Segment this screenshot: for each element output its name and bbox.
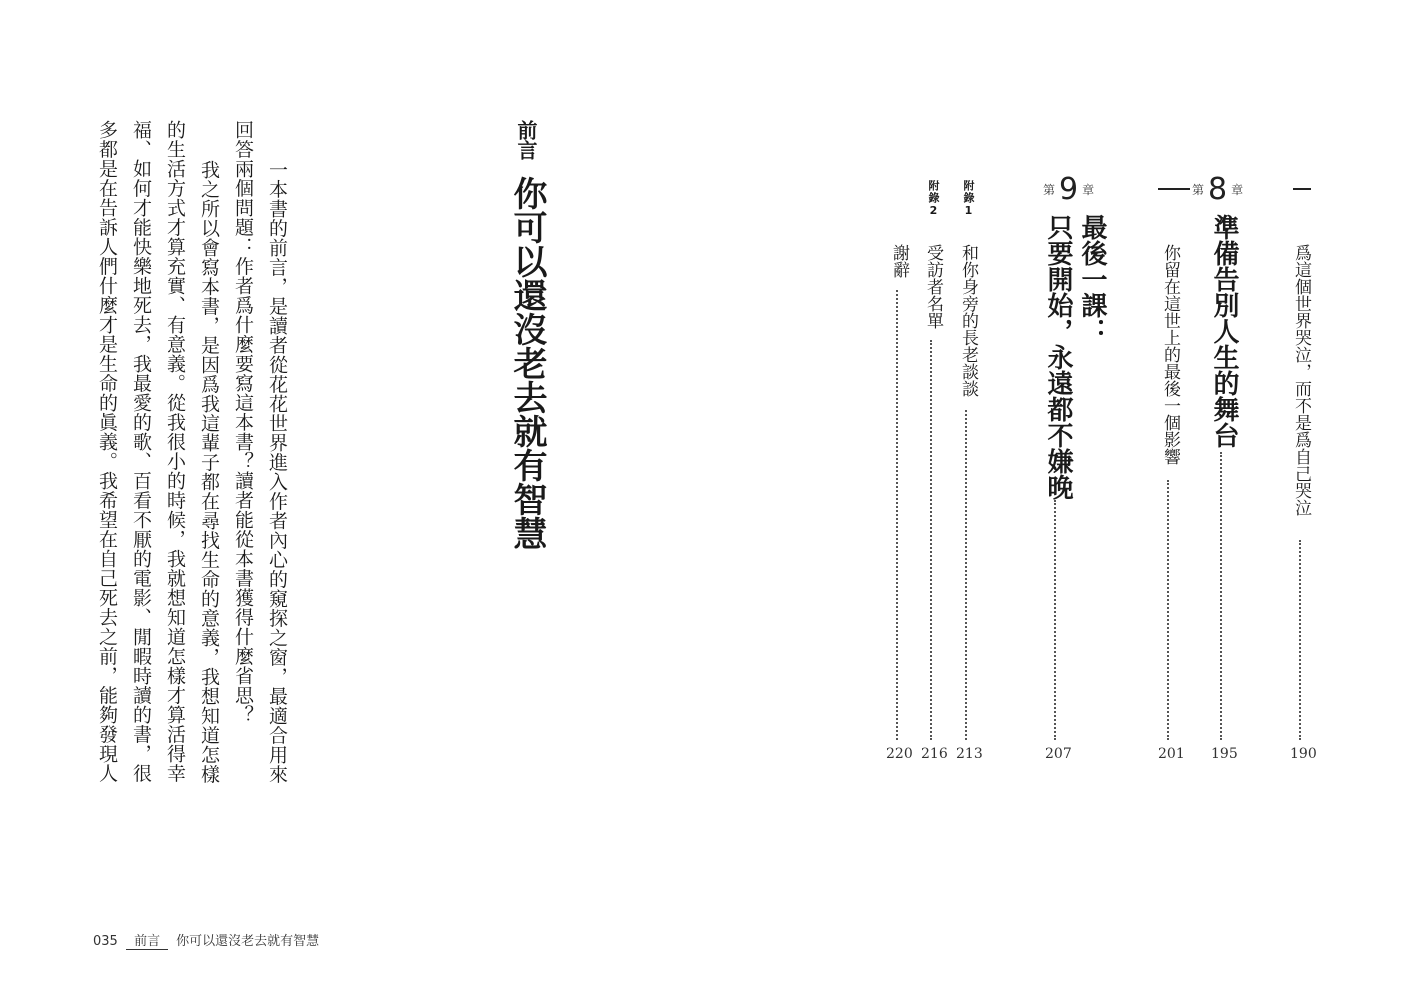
preface-paragraph-line: 的生活方式才算充實、有意義。從我很小的時候，我就想知道怎樣才算活得幸 [164,120,186,783]
preface-label: 前言 [514,120,538,160]
toc-leader [1054,500,1056,740]
toc-entry-190-title: 爲這個世界哭泣，而不是爲自己哭泣 [1291,244,1311,516]
chapter-number: 9 [1059,172,1079,207]
appendix-1-title: 和你身旁的長老談談 [958,244,978,397]
appendix-2-label: 附錄2 [927,180,940,218]
preface-paragraph-line: 我之所以會寫本書，是因爲我這輩子都在尋找生命的意義，我想知道怎樣 [198,160,220,784]
toc-leader [930,340,932,740]
toc-page-216: 216 [921,746,948,762]
footer-section: 前言 [126,934,168,950]
toc-leader [1299,540,1301,740]
chapter-number: 8 [1208,172,1228,207]
chapter-8-header [1192,172,1243,207]
appendix-2-title: 受訪者名單 [923,244,943,329]
page-footer [93,930,327,949]
chapter-9-title-line1: 最後一課： [1077,214,1107,344]
chapter-word: 第 [1192,183,1205,197]
preface-paragraph-line: 回答兩個問題：作者爲什麼要寫這本書？讀者能從本書獲得什麼省思？ [232,120,254,725]
toc-page-201: 201 [1158,746,1185,762]
toc-leader [1220,452,1222,740]
footer-page-number: 035 [93,934,118,949]
preface-paragraph-line: 一本書的前言，是讀者從花花世界進入作者內心的窺探之窗，最適合用來 [266,160,288,784]
preface-title: 你可以還沒老去就有智慧 [507,176,547,550]
chapter-9-title-line2: 只要開始，永遠都不嫌晚 [1043,214,1073,500]
appendix-1-label: 附錄1 [962,180,975,218]
toc-page-190: 190 [1290,746,1317,762]
chapter-9-header [1043,172,1094,207]
toc-page-207: 207 [1045,746,1072,762]
preface-paragraph-line: 多都是在告訴人們什麼才是生命的眞義。我希望在自己死去之前，能夠發現人 [96,120,118,783]
toc-page-220: 220 [886,746,913,762]
chapter-8-title: 準備告別人生的舞台 [1209,214,1239,448]
toc-leader [1167,480,1169,740]
toc-leader [965,410,967,740]
toc-page-195: 195 [1211,746,1238,762]
footer-title: 你可以還沒老去就有智慧 [176,934,320,949]
toc-page-213: 213 [956,746,983,762]
chapter-word: 章 [1231,183,1244,197]
preface-paragraph-line: 福、如何才能快樂地死去，我最愛的歌、百看不厭的電影、閒暇時讀的書，很 [130,120,152,783]
chapter-8-dash [1158,188,1190,190]
acknowledgements-title: 謝辭 [889,244,909,278]
chapter-word: 第 [1043,183,1056,197]
toc-leader [896,290,898,740]
toc-entry-201-title: 你留在這世上的最後一個影響 [1160,244,1180,465]
toc-dash-top [1293,188,1311,190]
chapter-word: 章 [1082,183,1095,197]
